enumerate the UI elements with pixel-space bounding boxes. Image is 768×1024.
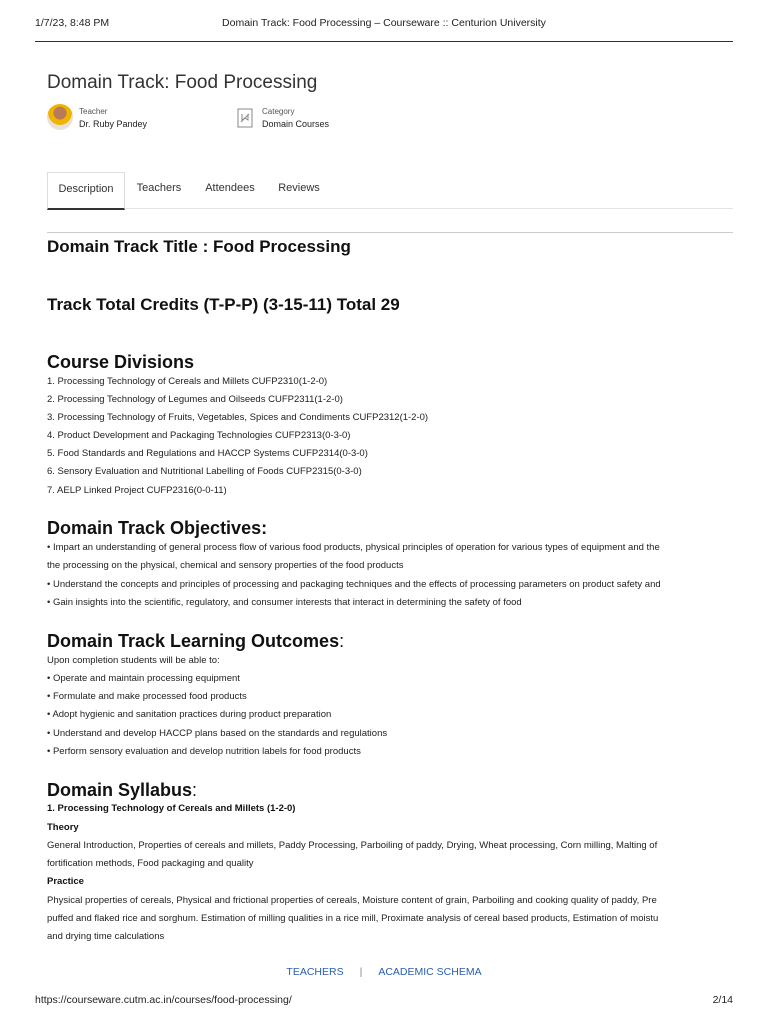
- outcome-line: • Operate and maintain processing equipment: [47, 673, 240, 684]
- print-datetime: 1/7/23, 8:48 PM: [35, 17, 110, 29]
- teacher-label: Teacher: [79, 107, 108, 116]
- practice-line: puffed and flaked rice and sorghum. Estimation of milling qualities in a rice mill, Proximate analysis of cereal based products, Estimation of moistu: [47, 913, 659, 924]
- division-item: 5. Food Standards and Regulations and HACCP Systems CUFP2314(0-3-0): [47, 448, 368, 459]
- print-url: https://courseware.cutm.ac.in/courses/food-processing/: [35, 994, 292, 1006]
- tab-teachers[interactable]: Teachers: [136, 182, 182, 194]
- course-title: Domain Track: Food Processing: [47, 72, 318, 93]
- outcomes-heading: [47, 631, 344, 652]
- footer-link-academic-schema[interactable]: ACADEMIC SCHEMA: [378, 966, 482, 978]
- division-item: 2. Processing Technology of Legumes and Oilseeds CUFP2311(1-2-0): [47, 394, 343, 405]
- outcome-line: • Perform sensory evaluation and develop nutrition labels for food products: [47, 746, 361, 757]
- practice-line: Physical properties of cereals, Physical and frictional properties of cereals, Moisture content of grain, Parboiling and cooking quality of paddy, Pre: [47, 895, 657, 906]
- division-item: 3. Processing Technology of Fruits, Vegetables, Spices and Condiments CUFP2312(1-2-0): [47, 412, 429, 423]
- print-header: [35, 17, 733, 31]
- outcome-line: • Formulate and make processed food products: [47, 691, 247, 702]
- header-divider: [35, 41, 733, 42]
- description-content: [47, 234, 733, 952]
- course-meta: [47, 104, 447, 134]
- outcome-line: Upon completion students will be able to:: [47, 655, 220, 666]
- content-divider: [47, 232, 733, 233]
- footer-link-teachers[interactable]: TEACHERS: [286, 966, 344, 978]
- theory-line: General Introduction, Properties of cereals and millets, Paddy Processing, Parboiling of paddy, Drying, Wheat processing, Corn milling, Malting of: [47, 840, 658, 851]
- outcome-line: • Adopt hygienic and sanitation practices during product preparation: [47, 709, 332, 720]
- footer-separator: |: [359, 966, 363, 978]
- outcomes-heading-text: Domain Track Learning Outcomes: [47, 631, 340, 651]
- course-divisions-heading: Course Divisions: [47, 352, 195, 372]
- teacher-avatar[interactable]: [47, 104, 73, 130]
- theory-line: fortification methods, Food packaging and quality: [47, 858, 254, 869]
- category-info: [262, 106, 329, 130]
- print-page-number: 2/14: [712, 994, 733, 1006]
- track-title-heading: Domain Track Title : Food Processing: [47, 237, 351, 256]
- objective-line: • Impart an understanding of general process flow of various food products, physical principles of operation for various types of equipment and the: [47, 542, 660, 553]
- course-tabs: [47, 172, 733, 209]
- category-name[interactable]: Domain Courses: [262, 119, 330, 129]
- teacher-info: [79, 106, 147, 130]
- outcomes-heading-colon: :: [339, 631, 345, 651]
- syllabus-heading-colon: :: [192, 780, 198, 800]
- syllabus-heading-text: Domain Syllabus: [47, 780, 193, 800]
- practice-line: and drying time calculations: [47, 931, 165, 942]
- division-item: 7. AELP Linked Project CUFP2316(0-0-11): [47, 485, 227, 496]
- objective-line: the processing on the physical, chemical and sensory properties of the food products: [47, 560, 404, 571]
- objectives-heading: Domain Track Objectives:: [47, 518, 268, 538]
- print-footer: [35, 994, 733, 1006]
- objective-line: • Understand the concepts and principles of processing and packaging techniques and the effects of processing parameters on product safety and: [47, 579, 661, 590]
- credits-heading: Track Total Credits (T-P-P) (3-15-11) Total 29: [47, 295, 400, 314]
- teacher-name[interactable]: Dr. Ruby Pandey: [79, 119, 148, 129]
- practice-label: Practice: [47, 876, 84, 887]
- category-label: Category: [262, 107, 295, 116]
- division-item: 6. Sensory Evaluation and Nutritional Labelling of Foods CUFP2315(0-3-0): [47, 466, 362, 477]
- footer-links: [0, 966, 768, 978]
- tab-attendees[interactable]: Attendees: [205, 182, 255, 194]
- theory-label: Theory: [47, 822, 79, 833]
- tab-reviews[interactable]: Reviews: [278, 182, 320, 194]
- division-item: 1. Processing Technology of Cereals and Millets CUFP2310(1-2-0): [47, 376, 328, 387]
- objective-line: • Gain insights into the scientific, regulatory, and consumer interests that interact in determining the safety of food: [47, 597, 522, 608]
- syllabus-course-title: 1. Processing Technology of Cereals and Millets (1-2-0): [47, 803, 296, 814]
- syllabus-heading: [47, 780, 197, 801]
- outcome-line: • Understand and develop HACCP plans based on the standards and regulations: [47, 728, 388, 739]
- print-page-title: Domain Track: Food Processing – Courseware :: Centurion University: [222, 17, 546, 29]
- tab-description[interactable]: Description: [47, 172, 125, 210]
- bookmark-icon: [237, 108, 253, 128]
- division-item: 4. Product Development and Packaging Technologies CUFP2313(0-3-0): [47, 430, 351, 441]
